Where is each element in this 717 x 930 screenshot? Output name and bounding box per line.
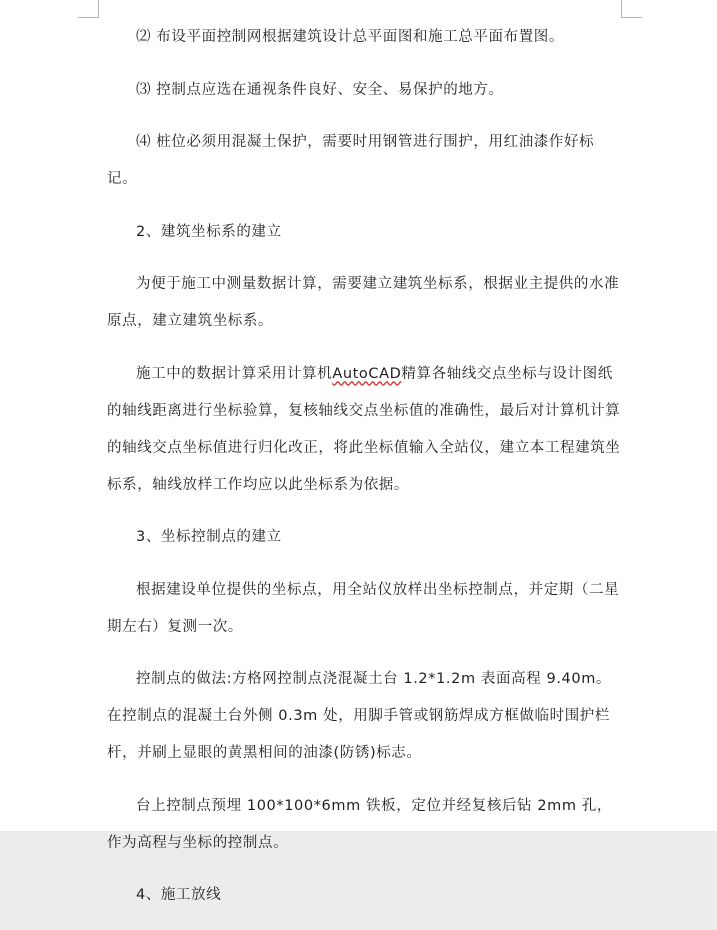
- paragraph-segment: 精算各轴线交点坐标与设计图纸的轴线距离进行坐标验算，复核轴线交点坐标值的准确性，最后对计算机计算的轴线交点坐标值进行归化改正，将此坐标值输入全站仪，建立本工程建筑坐标系，轴线放样工作均应以此坐标系为依据。: [107, 365, 621, 493]
- section-heading-2: 2、建筑坐标系的建立: [136, 223, 282, 240]
- paragraph-item-3: ⑶ 控制点应选在通视条件良好、安全、易保护的地方。: [136, 81, 504, 98]
- page-corner-mark-right: [621, 0, 642, 18]
- paragraph-segment: 施工中的数据计算采用计算机: [136, 365, 333, 382]
- page-corner-mark-left: [78, 0, 99, 18]
- paragraph-autocad-calculation: [107, 356, 622, 504]
- section-heading-4: 4、施工放线: [136, 887, 222, 903]
- section-heading-3: 3、坐标控制点的建立: [136, 529, 282, 545]
- paragraph-embedded-plate: 台上控制点预埋 100*100*6mm 铁板，定位并经复核后钻 2mm 孔，作为高程与坐标的控制点。: [107, 797, 613, 851]
- paragraph-item-4: ⑷ 桩位必须用混凝土保护，需要时用钢管进行围护，用红油漆作好标记。: [107, 134, 595, 187]
- spellcheck-marked-word: AutoCAD: [332, 365, 402, 382]
- paragraph-item-2: ⑵ 布设平面控制网根据建筑设计总平面图和施工总平面布置图。: [136, 29, 565, 45]
- paragraph-control-method: 控制点的做法:方格网控制点浇混凝土台 1.2*1.2m 表面高程 9.40m。在控制点的混凝土台外侧 0.3m 处，用脚手管或钢筋焊成方框做临时围护栏杆，并刷上显眼的黄黑相间的油漆(防锈)标志。: [107, 671, 612, 761]
- paragraph-coordinate-purpose: 为便于施工中测量数据计算，需要建立建筑坐标系，根据业主提供的水准原点，建立建筑坐标系。: [107, 276, 620, 329]
- paragraph-control-points: 根据建设单位提供的坐标点，用全站仪放样出坐标控制点，并定期（二星期左右）复测一次。: [107, 581, 620, 635]
- document-body[interactable]: [107, 19, 622, 930]
